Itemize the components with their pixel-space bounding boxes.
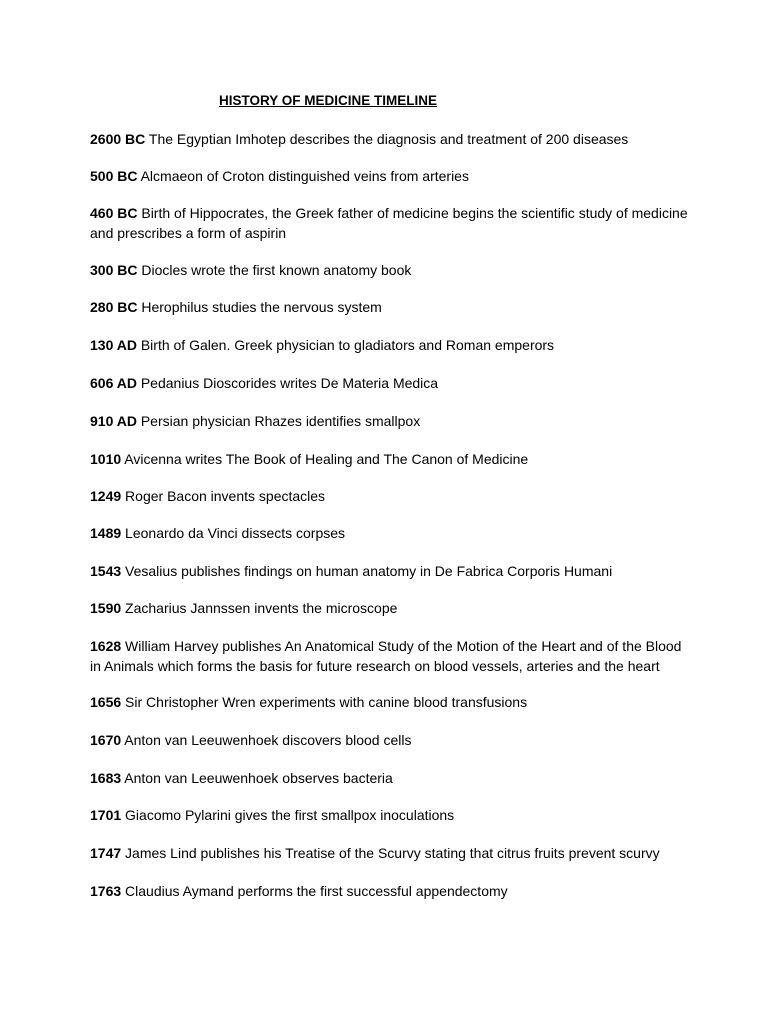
entry-year: 1747 [90, 845, 122, 861]
entry-year: 460 BC [90, 205, 138, 221]
timeline-entry [90, 769, 690, 789]
entry-year: 2600 BC [90, 131, 146, 147]
timeline-entry [90, 374, 690, 394]
entry-description: Avicenna writes The Book of Healing and The Canon of Medicine [124, 451, 529, 467]
entry-description: Birth of Galen. Greek physician to gladiators and Roman emperors [140, 337, 555, 353]
document-title: HISTORY OF MEDICINE TIMELINE [218, 93, 438, 108]
timeline-entry [90, 562, 690, 582]
timeline-entry [90, 204, 690, 243]
timeline-entry [90, 524, 690, 544]
timeline-entry [90, 599, 690, 619]
entry-year: 1010 [90, 451, 122, 467]
timeline-entry [90, 412, 690, 432]
timeline-entry [90, 450, 690, 470]
entry-description: Sir Christopher Wren experiments with canine blood transfusions [125, 694, 528, 710]
timeline-entry [90, 261, 690, 281]
entry-description: Leonardo da Vinci dissects corpses [125, 525, 346, 541]
entry-description: Claudius Aymand performs the first successful appendectomy [125, 883, 508, 899]
entry-year: 1763 [90, 883, 122, 899]
entry-year: 130 AD [90, 337, 137, 353]
entry-year: 1701 [90, 807, 122, 823]
entry-year: 1670 [90, 732, 122, 748]
entry-year: 300 BC [90, 262, 138, 278]
timeline-entry [90, 336, 690, 356]
entry-description: Roger Bacon invents spectacles [125, 488, 326, 504]
timeline-entry [90, 693, 690, 713]
entry-year: 280 BC [90, 299, 138, 315]
entry-year: 606 AD [90, 375, 137, 391]
timeline-entry [90, 806, 690, 826]
timeline-entry [90, 167, 690, 187]
entry-description: Pedanius Dioscorides writes De Materia Medica [140, 375, 439, 391]
entry-description: Diocles wrote the first known anatomy book [141, 262, 412, 278]
entry-description: William Harvey publishes An Anatomical Study of the Motion of the Heart and of the Blood in Animals which forms the basis for future research on blood vessels, arteries and the heart [90, 638, 682, 674]
entry-description: Alcmaeon of Croton distinguished veins from arteries [140, 168, 469, 184]
timeline-entry [90, 487, 690, 507]
entry-description: Persian physician Rhazes identifies smallpox [140, 413, 421, 429]
timeline-entry [90, 637, 690, 676]
entry-description: Anton van Leeuwenhoek observes bacteria [124, 770, 393, 786]
entry-year: 1489 [90, 525, 122, 541]
entry-year: 1249 [90, 488, 122, 504]
entry-description: Herophilus studies the nervous system [141, 299, 382, 315]
entry-year: 1543 [90, 563, 122, 579]
timeline-entry [90, 731, 690, 751]
entry-year: 500 BC [90, 168, 138, 184]
timeline-entry [90, 882, 690, 902]
timeline-entry [90, 298, 690, 318]
timeline-entry [90, 844, 690, 864]
entry-year: 1656 [90, 694, 122, 710]
entry-description: Vesalius publishes findings on human anatomy in De Fabrica Corporis Humani [125, 563, 613, 579]
entry-description: Birth of Hippocrates, the Greek father of medicine begins the scientific study of medicine and prescribes a form of aspirin [90, 205, 688, 241]
entry-year: 1628 [90, 638, 122, 654]
timeline-entry [90, 130, 690, 150]
entry-description: Anton van Leeuwenhoek discovers blood cells [124, 732, 412, 748]
entry-description: The Egyptian Imhotep describes the diagnosis and treatment of 200 diseases [148, 131, 629, 147]
entry-year: 1683 [90, 770, 122, 786]
entry-description: Giacomo Pylarini gives the first smallpox inoculations [125, 807, 455, 823]
entry-description: Zacharius Jannssen invents the microscope [125, 600, 398, 616]
entry-year: 910 AD [90, 413, 137, 429]
entry-year: 1590 [90, 600, 122, 616]
entry-description: James Lind publishes his Treatise of the Scurvy stating that citrus fruits prevent scurvy [125, 845, 660, 861]
